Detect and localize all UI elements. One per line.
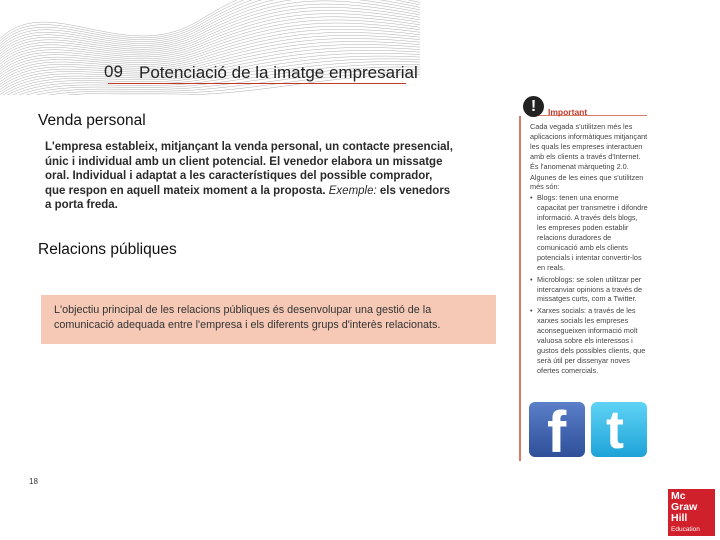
sidebar-bullet-list (530, 193, 648, 375)
twitter-glyph: t (606, 402, 624, 457)
sidebar-bullet-blogs: • Blogs: tenen una enorme capacitat per transmetre i difondre informació. A través dels blogs, les empreses poden establir relacions duradores de comunicació amb els clients potencials i intentar convertir-los en reals. (530, 193, 648, 272)
twitter-icon (591, 402, 647, 457)
logo-line-4: Education (671, 526, 700, 533)
mcgraw-hill-logo (668, 489, 715, 536)
sidebar-intro: Cada vegada s'utilitzen més les aplicacions informàtiques mitjançant les quals les empreses interactuen amb els clients a través d'Internet. És l'anomenat màrqueting 2.0. (530, 122, 648, 171)
venda-body-example: els venedors a porta freda. (45, 184, 451, 211)
facebook-icon (529, 402, 585, 457)
logo-line-3: Hill (671, 512, 688, 524)
swirl-line (0, 0, 420, 55)
page-number: 18 (29, 477, 38, 486)
definition-box (41, 295, 496, 344)
section-body-venda (45, 140, 455, 213)
logo-line-2: Graw (671, 501, 698, 513)
logo-line-1: Mc (671, 490, 686, 502)
sidebar-title: Important (548, 107, 588, 117)
chapter-number: 09 (104, 62, 123, 81)
sidebar-lead: Algunes de les eines que s'utilitzen més són: (530, 172, 644, 192)
sidebar-bullet-xarxes: • Xarxes socials: a través de les xarxes socials les empreses aconsegueixen informació molt valuosa sobre els interessos i gustos dels possibles clients, que serà útil per dissenyar noves ofertes comercials. (530, 306, 648, 375)
section-heading-relacions: Relacions públiques (38, 241, 177, 258)
definition-box-text: L'objectiu principal de les relacions públiques és desenvolupar una gestió de la comunicació adequada entre l'empresa i els diferents grups d'interès relacionats. (54, 304, 441, 331)
sidebar-text (530, 122, 648, 378)
sidebar-rule (519, 116, 521, 461)
chapter-title-underline (108, 83, 406, 84)
sidebar-bullet-microblogs: • Microblogs: se solen utilitzar per intercanviar opinions a través de missatges curts, com a Twitter. (530, 275, 648, 305)
facebook-glyph: f (547, 402, 567, 457)
chapter-title: Potenciació de la imatge empresarial (139, 63, 418, 82)
venda-body-example-label: Exemple: (328, 184, 377, 197)
exclamation-icon: ! (523, 96, 544, 117)
venda-body-main: L'empresa estableix, mitjançant la venda personal, un contacte presencial, únic i individual amb un client potencial. El venedor elabora un missatge oral. Individual i adaptat a les característiques del possible comprador, que respon en aquell mateix moment a la proposta. (45, 141, 453, 197)
section-heading-venda: Venda personal (38, 112, 146, 129)
